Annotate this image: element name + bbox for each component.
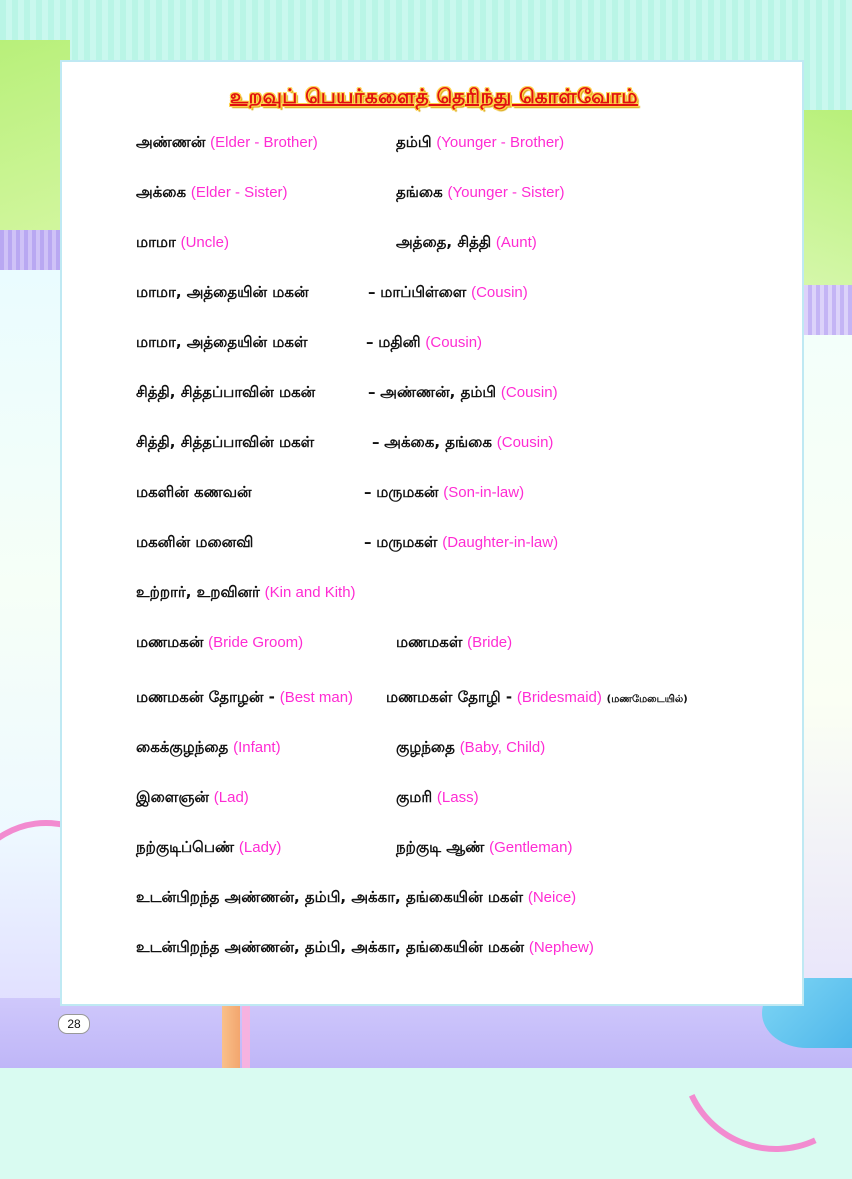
right-tamil: மணமகள் தோழி - xyxy=(386,688,513,706)
row-bride-groom xyxy=(136,632,303,653)
left-tamil: மாமா, அத்தையின் மகள் xyxy=(136,333,308,351)
left-english: (Neice) xyxy=(527,889,577,906)
dash: – xyxy=(368,383,376,401)
row-cousin-male-2 xyxy=(136,382,315,402)
left-english: (Kin and Kith) xyxy=(264,584,356,601)
left-tamil: உடன்பிறந்த அண்ணன், தம்பி, அக்கா, தங்கையின் மகள் xyxy=(136,888,524,906)
row-cousin-male-2-right xyxy=(368,382,558,403)
row-cousin-female-2 xyxy=(136,432,314,452)
left-tamil: நற்குடிப்பெண் xyxy=(136,838,235,856)
row-aunt xyxy=(396,232,537,253)
row-son-in-law-right xyxy=(364,482,524,503)
row-baby-child xyxy=(396,737,545,758)
right-english: (Aunt) xyxy=(495,234,537,251)
right-english: (Cousin) xyxy=(425,334,483,351)
page-number: 28 xyxy=(58,1014,90,1034)
left-tamil: சித்தி, சித்தப்பாவின் மகன் xyxy=(136,383,316,401)
right-english: (Bridesmaid) xyxy=(516,689,602,706)
row-daughter-in-law-right xyxy=(364,532,558,553)
right-english: (Cousin) xyxy=(496,434,554,451)
row-bride xyxy=(396,632,512,653)
left-english: (Nephew) xyxy=(528,939,594,956)
row-cousin-male-1-right xyxy=(368,282,528,303)
right-english: (Baby, Child) xyxy=(459,739,546,756)
right-english: (Younger - Brother) xyxy=(436,134,565,151)
right-tamil: அத்தை, சித்தி xyxy=(396,233,492,251)
right-tamil: அக்கை, தங்கை xyxy=(384,433,492,451)
row-cousin-female-2-right xyxy=(372,432,553,453)
dash: – xyxy=(364,533,372,551)
row-elder-sister xyxy=(136,182,288,203)
dash: – xyxy=(368,283,376,301)
right-tamil: மணமகள் xyxy=(396,633,463,651)
page-title: உறவுப் பெயர்களைத் தெரிந்து கொள்வோம் xyxy=(230,84,638,108)
row-cousin-male-1 xyxy=(136,282,309,302)
left-english: (Uncle) xyxy=(180,234,229,251)
left-tamil: மணமகன் தோழன் - xyxy=(136,688,275,706)
pink-ribbon xyxy=(242,1006,250,1068)
dash: – xyxy=(366,333,374,351)
left-english: (Lad) xyxy=(213,789,249,806)
content-panel xyxy=(60,60,804,1006)
orange-ribbon xyxy=(222,1006,240,1068)
row-younger-sister xyxy=(396,182,564,203)
left-english: (Infant) xyxy=(233,739,281,756)
left-tamil: மாமா xyxy=(136,233,176,251)
right-tamil: மாப்பிள்ளை xyxy=(380,283,467,301)
left-english: (Elder - Brother) xyxy=(210,134,318,151)
note-on-stage: (மணமேடையில்) xyxy=(606,694,688,705)
left-tamil: இளைஞன் xyxy=(136,788,209,806)
left-english: (Lady) xyxy=(238,839,282,856)
row-kin-and-kith xyxy=(136,582,356,603)
row-infant xyxy=(136,737,281,758)
right-english: (Bride) xyxy=(467,634,513,651)
left-tamil: கைக்குழந்தை xyxy=(136,738,229,756)
row-bridesmaid xyxy=(386,687,688,710)
right-english: (Son-in-law) xyxy=(443,484,525,501)
right-tamil: தம்பி xyxy=(396,133,432,151)
right-english: (Daughter-in-law) xyxy=(442,534,559,551)
left-tamil: உடன்பிறந்த அண்ணன், தம்பி, அக்கா, தங்கையின் மகன் xyxy=(136,938,525,956)
dash: – xyxy=(372,433,380,451)
row-niece xyxy=(136,887,576,908)
left-tamil: சித்தி, சித்தப்பாவின் மகள் xyxy=(136,433,315,451)
right-tamil: மதினி xyxy=(378,333,421,351)
right-tamil: அண்ணன், தம்பி xyxy=(380,383,497,401)
right-tamil: மருமகன் xyxy=(376,483,439,501)
right-english: (Lass) xyxy=(436,789,479,806)
row-cousin-female-1-right xyxy=(366,332,482,353)
row-son-in-law xyxy=(136,482,252,502)
right-tamil: குழந்தை xyxy=(396,738,455,756)
right-tamil: குமரி xyxy=(396,788,433,806)
right-english: (Cousin) xyxy=(500,384,558,401)
right-english: (Gentleman) xyxy=(489,839,573,856)
left-tamil: உற்றார், உறவினர் xyxy=(136,583,260,601)
row-uncle xyxy=(136,232,229,253)
row-cousin-female-1 xyxy=(136,332,308,352)
left-tamil: மகனின் மனைவி xyxy=(136,533,254,551)
dash: – xyxy=(364,483,372,501)
right-english: (Younger - Sister) xyxy=(447,184,565,201)
left-english: (Elder - Sister) xyxy=(190,184,288,201)
row-daughter-in-law xyxy=(136,532,253,552)
row-gentleman xyxy=(396,837,572,858)
left-tamil: மாமா, அத்தையின் மகன் xyxy=(136,283,309,301)
left-tamil: மகளின் கணவன் xyxy=(136,483,252,501)
row-best-man xyxy=(136,687,353,708)
left-tamil: அண்ணன் xyxy=(136,133,206,151)
row-elder-brother xyxy=(136,132,318,153)
right-tamil: மருமகள் xyxy=(376,533,438,551)
row-lady xyxy=(136,837,281,858)
row-younger-brother xyxy=(396,132,564,153)
row-nephew xyxy=(136,937,594,958)
left-tamil: மணமகன் xyxy=(136,633,204,651)
left-english: (Bride Groom) xyxy=(208,634,304,651)
left-tamil: அக்கை xyxy=(136,183,187,201)
left-english: (Best man) xyxy=(279,689,354,706)
right-tamil: நற்குடி ஆண் xyxy=(396,838,485,856)
row-lad xyxy=(136,787,249,808)
right-english: (Cousin) xyxy=(471,284,528,301)
right-tamil: தங்கை xyxy=(396,183,443,201)
row-lass xyxy=(396,787,479,808)
